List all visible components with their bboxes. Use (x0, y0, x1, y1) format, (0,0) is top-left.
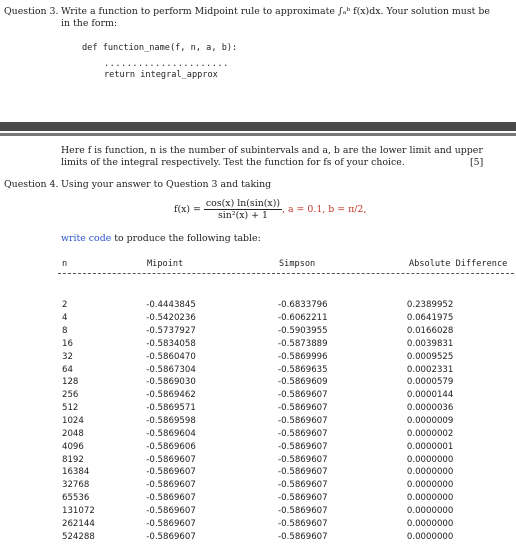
q4-instruction (61, 233, 261, 244)
cell-simpson: -0.5869607 (278, 505, 328, 516)
cell-simpson: -0.5869607 (278, 390, 328, 401)
cell-midpoint: -0.5867304 (146, 364, 196, 375)
cell-simpson: -0.6062211 (278, 313, 328, 324)
table-row (62, 363, 516, 376)
cell-simpson: -0.5869996 (278, 351, 328, 362)
cell-simpson: -0.5873889 (278, 338, 328, 349)
q3-description-line2: limits of the integral respectively. Test the function for fs of your choice. (61, 157, 405, 168)
cell-n: 16384 (62, 467, 90, 478)
cell-abs-diff: 0.0000000 (406, 467, 454, 478)
cell-abs-diff: 0.0000579 (406, 377, 454, 388)
cell-simpson: -0.6833796 (278, 300, 328, 311)
table-row (62, 440, 516, 453)
formula-numerator: cos(x) ln(sin(x)) (205, 198, 281, 209)
formula-denominator: sin²(x) + 1 (217, 210, 268, 221)
cell-abs-diff: 0.2389952 (406, 300, 454, 311)
cell-n: 64 (62, 364, 73, 375)
cell-abs-diff: 0.0000000 (406, 493, 454, 504)
cell-n: 2 (62, 300, 68, 311)
separator-bar (0, 122, 516, 131)
cell-midpoint: -0.5869607 (146, 505, 196, 516)
cell-abs-diff: 0.0000002 (406, 428, 454, 439)
cell-midpoint: -0.5860470 (146, 351, 196, 362)
table-row (62, 427, 516, 440)
cell-n: 128 (62, 377, 79, 388)
cell-n: 32768 (62, 480, 90, 491)
cell-n: 8192 (62, 454, 84, 465)
header-divider (58, 273, 514, 274)
code-def-line: def function_name(f, n, a, b): (82, 43, 238, 53)
cell-simpson: -0.5869607 (278, 518, 328, 529)
table-row (62, 389, 516, 402)
table-row (62, 453, 516, 466)
cell-simpson: -0.5869607 (278, 428, 328, 439)
cell-n: 65536 (62, 493, 90, 504)
function-formula (174, 198, 366, 221)
table-row (62, 402, 516, 415)
cell-n: 524288 (62, 531, 95, 542)
table-row (62, 505, 516, 518)
table-header-abs-diff: Absolute Difference (409, 259, 508, 269)
cell-abs-diff: 0.0009525 (406, 351, 454, 362)
cell-abs-diff: 0.0039831 (406, 338, 454, 349)
formula-fraction (204, 198, 282, 221)
cell-midpoint: -0.5869607 (146, 467, 196, 478)
cell-simpson: -0.5869607 (278, 403, 328, 414)
table-row (62, 312, 516, 325)
cell-midpoint: -0.5869607 (146, 480, 196, 491)
cell-midpoint: -0.5869607 (146, 493, 196, 504)
cell-abs-diff: 0.0000000 (406, 454, 454, 465)
q3-marks: [5] (470, 157, 484, 168)
cell-abs-diff: 0.0000000 (406, 480, 454, 491)
formula-lhs: f(x) = (174, 204, 201, 215)
cell-abs-diff: 0.0000001 (406, 441, 454, 452)
cell-midpoint: -0.5869571 (146, 403, 196, 414)
cell-midpoint: -0.5869607 (146, 531, 196, 542)
cell-n: 262144 (62, 518, 95, 529)
table-header-n: n (62, 259, 68, 269)
cell-midpoint: -0.5869606 (146, 441, 196, 452)
cell-abs-diff: 0.0000009 (406, 416, 454, 427)
cell-n: 16 (62, 338, 73, 349)
table-row (62, 299, 516, 312)
cell-n: 4 (62, 313, 68, 324)
cell-n: 8 (62, 326, 68, 337)
results-table (62, 299, 516, 543)
q3-text-line2: in the form: (61, 18, 117, 29)
cell-midpoint: -0.5869604 (146, 428, 196, 439)
cell-midpoint: -0.5869607 (146, 454, 196, 465)
instruction-write-code: write code (61, 233, 112, 244)
cell-n: 512 (62, 403, 79, 414)
table-row (62, 415, 516, 428)
cell-abs-diff: 0.0000000 (406, 518, 454, 529)
cell-midpoint: -0.5737927 (146, 326, 196, 337)
cell-abs-diff: 0.0000036 (406, 403, 454, 414)
cell-midpoint: -0.5869607 (146, 518, 196, 529)
table-header-midpoint: Mipoint (147, 259, 184, 269)
instruction-rest: to produce the following table: (111, 233, 261, 244)
table-row (62, 492, 516, 505)
table-row (62, 325, 516, 338)
cell-abs-diff: 0.0000000 (406, 531, 454, 542)
table-row (62, 350, 516, 363)
table-row (62, 479, 516, 492)
q4-intro: Using your answer to Question 3 and taking (61, 179, 272, 190)
cell-midpoint: -0.5869030 (146, 377, 196, 388)
cell-simpson: -0.5869607 (278, 531, 328, 542)
table-row (62, 376, 516, 389)
cell-abs-diff: 0.0166028 (406, 326, 454, 337)
cell-midpoint: -0.5869462 (146, 390, 196, 401)
formula-params: , a = 0.1, b = π/2, (282, 204, 367, 215)
table-row (62, 466, 516, 479)
cell-n: 4096 (62, 441, 84, 452)
q4-label: Question 4. (4, 179, 59, 190)
cell-n: 32 (62, 351, 73, 362)
q3-text-line1: Write a function to perform Midpoint rule to approximate ∫ₐᵇ f(x)dx. Your solution must be (61, 6, 490, 17)
q3-description-line1: Here f is function, n is the number of subintervals and a, b are the lower limit and upper (61, 145, 483, 156)
cell-simpson: -0.5869609 (278, 377, 328, 388)
cell-simpson: -0.5869607 (278, 493, 328, 504)
cell-abs-diff: 0.0000144 (406, 390, 454, 401)
cell-simpson: -0.5869607 (278, 441, 328, 452)
cell-n: 1024 (62, 416, 84, 427)
cell-simpson: -0.5869635 (278, 364, 328, 375)
cell-midpoint: -0.5869598 (146, 416, 196, 427)
cell-n: 131072 (62, 505, 95, 516)
cell-simpson: -0.5903955 (278, 326, 328, 337)
cell-midpoint: -0.5834058 (146, 338, 196, 349)
separator-bar-lower (0, 133, 516, 136)
cell-simpson: -0.5869607 (278, 467, 328, 478)
q3-label: Question 3. (4, 6, 59, 17)
cell-abs-diff: 0.0002331 (406, 364, 454, 375)
table-header-simpson: Simpson (279, 259, 316, 269)
cell-simpson: -0.5869607 (278, 480, 328, 491)
code-dots-line: ...................... (104, 59, 229, 69)
cell-n: 256 (62, 390, 79, 401)
cell-simpson: -0.5869607 (278, 416, 328, 427)
table-row (62, 530, 516, 543)
cell-midpoint: -0.4443845 (146, 300, 196, 311)
table-row (62, 517, 516, 530)
cell-n: 2048 (62, 428, 84, 439)
cell-abs-diff: 0.0000000 (406, 505, 454, 516)
cell-abs-diff: 0.0641975 (406, 313, 454, 324)
table-row (62, 338, 516, 351)
code-return-line: return integral_approx (104, 70, 218, 80)
cell-simpson: -0.5869607 (278, 454, 328, 465)
cell-midpoint: -0.5420236 (146, 313, 196, 324)
